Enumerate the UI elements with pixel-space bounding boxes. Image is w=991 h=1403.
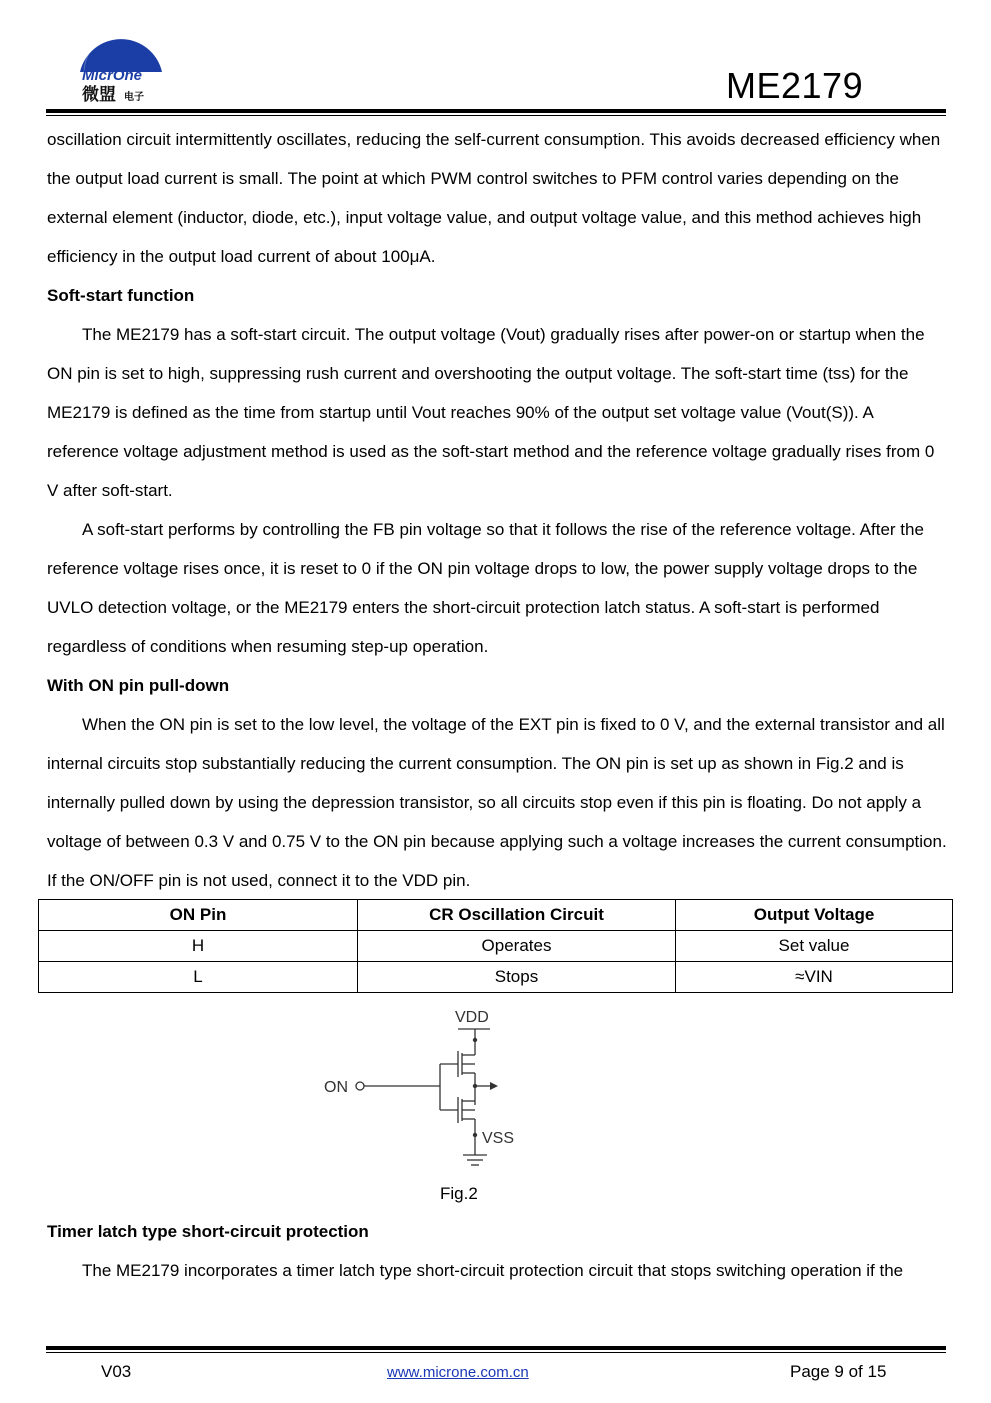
table-cell: Stops <box>358 962 676 993</box>
vss-label: VSS <box>482 1130 515 1147</box>
vdd-label: VDD <box>455 1009 489 1026</box>
figure-caption: Fig.2 <box>440 1184 478 1203</box>
on-pin-heading: With ON pin pull-down <box>47 676 230 695</box>
on-pin-table <box>38 899 953 993</box>
circuit-diagram <box>320 1005 530 1173</box>
logo-text-en: MicrOne <box>82 67 143 84</box>
soft-start-paragraph-1: The ME2179 has a soft-start circuit. The output voltage (Vout) gradually rises after power-on or startup when the ON pin is set to high, suppressing rush current and overshooting the output voltage. The soft-start time (tss) for the ME2179 is defined as the time from startup until Vout reaches 90% of the output set voltage value (Vout(S)). A reference voltage adjustment method is used as the soft-start method and the reference voltage gradually rises from 0 V after soft-start. <box>47 325 935 500</box>
timer-latch-paragraph: The ME2179 incorporates a timer latch type short-circuit protection circuit that stops switching operation if the <box>82 1261 904 1280</box>
header-rule-thick <box>46 109 946 113</box>
footer-website-link[interactable]: www.microne.com.cn <box>387 1364 529 1381</box>
logo-text-cn: 微盟 <box>82 85 116 105</box>
soft-start-heading: Soft-start function <box>47 286 195 305</box>
table-row <box>39 962 953 993</box>
table-cell: ≈VIN <box>676 962 953 993</box>
timer-latch-heading: Timer latch type short-circuit protection <box>47 1222 369 1241</box>
footer-version: V03 <box>101 1362 132 1381</box>
intro-paragraph: oscillation circuit intermittently oscillates, reducing the self-current consumption. This avoids decreased efficiency when the output load current is small. The point at which PWM control switches to PFM control varies depending on the external element (inductor, diode, etc.), input voltage value, and output voltage value, and this method achieves high efficiency in the output load current of about 100μA. <box>47 130 941 266</box>
on-pin-paragraph: When the ON pin is set to the low level, the voltage of the EXT pin is fixed to 0 V, and the external transistor and all internal circuits stop substantially reducing the current consumption. The ON pin is set up as shown in Fig.2 and is internally pulled down by using the depression transistor, so all circuits stop even if this pin is floating. Do not apply a voltage of between 0.3 V and 0.75 V to the ON pin because applying such a voltage increases the current consumption. If the ON/OFF pin is not used, connect it to the VDD pin. <box>47 715 947 890</box>
table-header-on-pin: ON Pin <box>39 900 358 931</box>
on-pin-terminal <box>356 1082 364 1090</box>
body-text <box>47 120 947 900</box>
table-cell: L <box>39 962 358 993</box>
footer-page-number: Page 9 of 15 <box>790 1362 887 1381</box>
output-arrow <box>490 1082 498 1090</box>
header-rule-thin <box>46 115 946 116</box>
footer-rule-thick <box>46 1346 946 1350</box>
company-logo <box>76 28 166 106</box>
logo-text-cn-small: 电子 <box>124 92 144 103</box>
table-header-row <box>39 900 953 931</box>
soft-start-paragraph-2: A soft-start performs by controlling the FB pin voltage so that it follows the rise of the reference voltage. After the reference voltage rises once, it is reset to 0 if the ON pin voltage drops to low, the power supply voltage drops to the UVLO detection voltage, or the ME2179 enters the short-circuit protection latch status. A soft-start is performed regardless of conditions when resuming step-up operation. <box>47 520 924 656</box>
table-cell: H <box>39 931 358 962</box>
table-cell: Operates <box>358 931 676 962</box>
on-label: ON <box>324 1079 348 1096</box>
footer-rule-thin <box>46 1352 946 1353</box>
table-row <box>39 931 953 962</box>
table-header-output-voltage: Output Voltage <box>676 900 953 931</box>
table-header-cr-oscillation: CR Oscillation Circuit <box>358 900 676 931</box>
document-title: ME2179 <box>726 65 864 106</box>
table-cell: Set value <box>676 931 953 962</box>
